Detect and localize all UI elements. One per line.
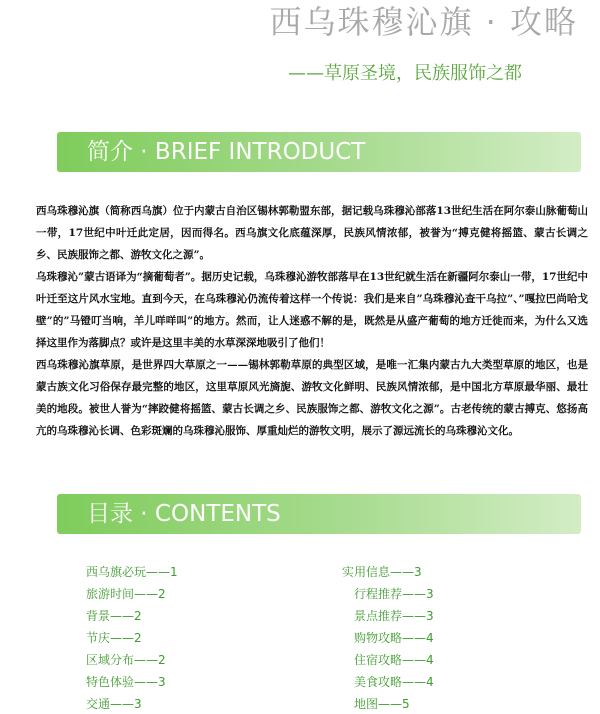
contents-section-heading: 目录 · CONTENTS [57,494,581,534]
intro-paragraph: 西乌珠穆沁旗草原，是世界四大草原之一——锡林郭勒草原的典型区域，是唯一汇集内蒙古九大类型草原的地区，也是蒙古族文化习俗保存最完整的地区，这里草原风光旖旎、游牧文化鲜明、民族风情浓郁，是中国北方草原最华丽、最壮美的地段。被世人誉为“摔跤健将摇篮、蒙古长调之乡、民族服饰之都、游牧文化之源”。古老传统的蒙古搏克、悠扬高亢的乌珠穆沁长调、色彩斑斓的乌珠穆沁服饰、厚重灿烂的游牧文明，展示了源远流长的乌珠穆沁文化。 [36,359,588,437]
toc-item-attractions[interactable]: 景点推荐——3 [354,609,434,623]
intro-section-heading: 简介 · BRIEF INTRODUCT [57,132,581,172]
page-title: 西乌珠穆沁旗 · 攻略 [269,3,578,41]
toc-item-travel-time[interactable]: 旅游时间——2 [86,587,166,601]
toc-item-must-play[interactable]: 西乌旗必玩——1 [86,565,178,579]
intro-paragraph: 乌珠穆沁”蒙古语译为“摘葡萄者”。据历史记载，乌珠穆沁游牧部落早在13世纪就生活在新疆阿尔泰山一带，17世纪中叶迁至这片风水宝地。直到今天，在乌珠穆沁仍流传着这样一个传说：我们是来自”乌珠穆沁查干乌拉”、”嘎拉巴尚哈戈壁”的”马镫叮当响，羊儿咩咩叫”的地方。然而，让人迷惑不解的是，既然是从盛产葡萄的地方迁徙而来，为什么又选择这里作为落脚点？或许是这里丰美的水草深深地吸引了他们！ [36,271,588,349]
toc-item-practical-info[interactable]: 实用信息——3 [342,565,422,579]
intro-paragraph: 西乌珠穆沁旗（简称西乌旗）位于内蒙古自治区锡林郭勒盟东部，据记载乌珠穆沁部落13世纪生活在阿尔泰山脉葡萄山一带，17世纪中叶迁此定居，因而得名。西乌旗文化底蕴深厚，民族风情浓郁，被誉为“搏克健将摇篮、蒙古长调之乡、民族服饰之都、游牧文化之源”。 [36,205,588,261]
toc-item-shopping[interactable]: 购物攻略——4 [354,631,434,645]
toc-item-itineraries[interactable]: 行程推荐——3 [354,587,434,601]
toc-item-regions[interactable]: 区域分布——2 [86,653,166,667]
toc-item-transport[interactable]: 交通——3 [86,697,142,711]
toc-item-background[interactable]: 背景——2 [86,609,142,623]
intro-text [36,200,588,442]
page-subtitle: ——草原圣境，民族服饰之都 [288,63,522,84]
toc-item-festivals[interactable]: 节庆——2 [86,631,142,645]
toc-item-food[interactable]: 美食攻略——4 [354,675,434,689]
table-of-contents [0,560,600,710]
toc-item-map[interactable]: 地图——5 [354,697,410,711]
toc-item-accommodation[interactable]: 住宿攻略——4 [354,653,434,667]
toc-item-experiences[interactable]: 特色体验——3 [86,675,166,689]
